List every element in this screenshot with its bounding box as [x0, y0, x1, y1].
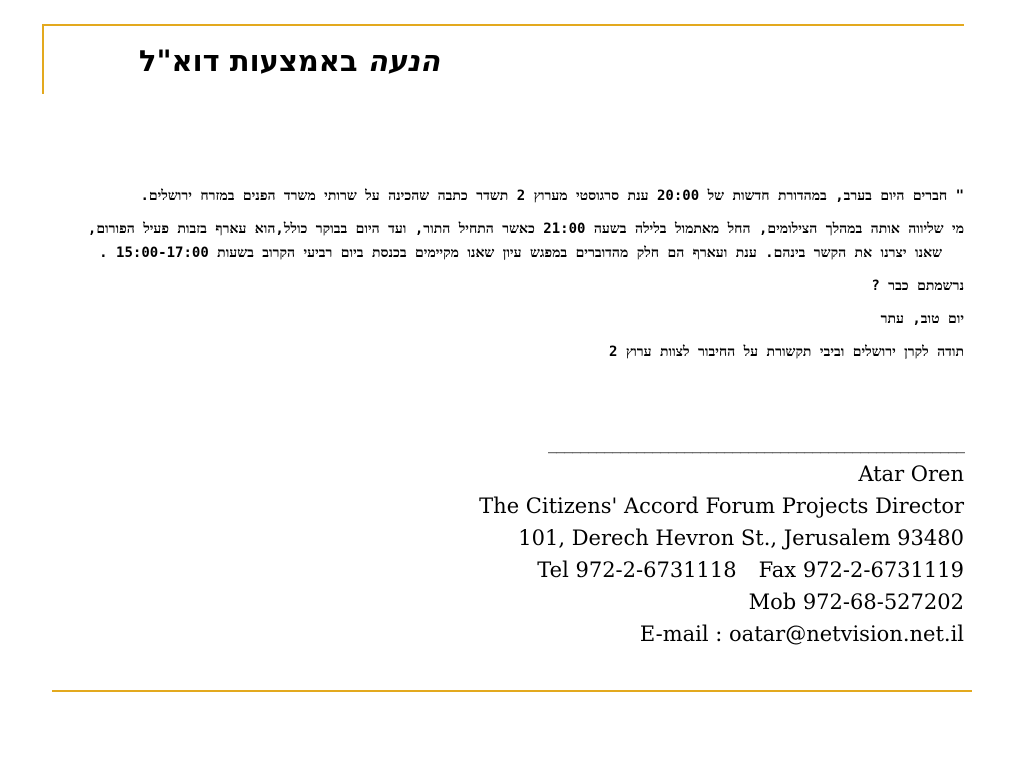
- signature-email[interactable]: E-mail : oatar@netvision.net.il: [639, 622, 964, 646]
- title-rest: באמצעות דוא"ל: [138, 44, 358, 78]
- slide-title: [60, 46, 440, 78]
- message-body: [62, 184, 964, 373]
- paragraph-filming-details: מי שליווה אותה במהלך הצילומים, החל מאתמול בלילה בשעה 21:00 כאשר התחיל התור, ועד היום בבוקר כולל,הוא עארף בזבות פעיל הפורום, שאנו יצרנו את הקשר בינהם. ענת ועארף הם חלק מהדוברים במפגש עיון שאנו מקיימים בכנסת ביום רביעי הקרוב בשעות 15:00-17:00 .: [87, 221, 964, 261]
- signature-separator: ____________________________________________________: [548, 433, 964, 454]
- signature-mobile: Mob 972-68-527202: [748, 590, 964, 614]
- paragraph-news-broadcast: " חברים היום בערב, במהדורת חדשות של 20:00 ענת סרגוסטי מערוץ 2 תשדר כתבה שהכינה על שרותי משרד הפנים במזרח ירושלים.: [140, 188, 964, 204]
- signature-phone-row: [250, 554, 964, 586]
- signature-tel: Tel 972-2-6731118: [537, 558, 737, 582]
- signature-position: The Citizens' Accord Forum Projects Director: [479, 494, 964, 518]
- signature-address: 101, Derech Hevron St., Jerusalem 93480: [518, 526, 964, 550]
- signature-fax: Fax 972-2-6731119: [758, 558, 964, 582]
- signature-name: Atar Oren: [858, 462, 964, 486]
- bottom-divider: [52, 690, 972, 692]
- top-divider: [42, 24, 964, 26]
- paragraph-registration-question: נרשמתם כבר ?: [871, 278, 964, 294]
- title-italic-word: הנעה: [367, 44, 440, 78]
- email-signature: [250, 430, 964, 650]
- title-accent-bar: [42, 24, 44, 94]
- paragraph-thanks: תודה לקרן ירושלים וביבי תקשורת על החיבור לצוות ערוץ 2: [609, 344, 964, 360]
- paragraph-greeting: יום טוב, עתר: [880, 311, 964, 327]
